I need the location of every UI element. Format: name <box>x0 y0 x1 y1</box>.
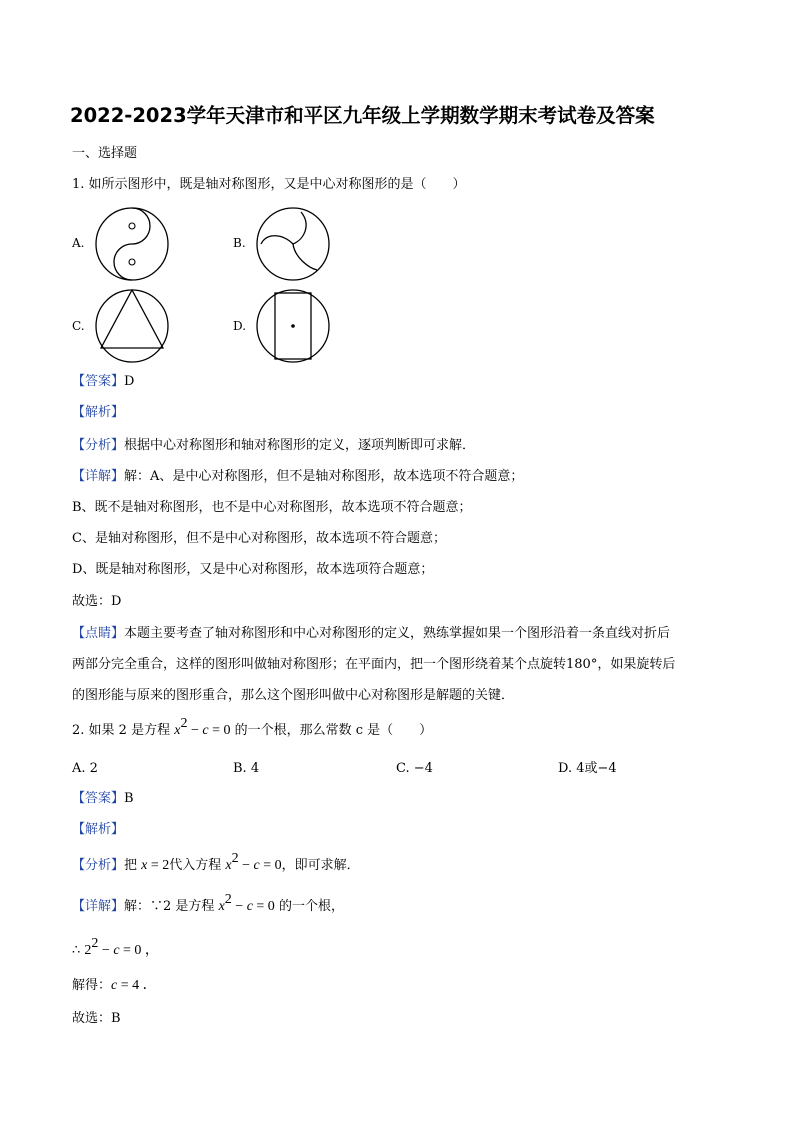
q1-detail-line <box>72 468 523 486</box>
question-2-stem: 2. 如果 2 是方程 $x^2 - c = 0$ 的一个根，那么常数 c 是（ ） <box>72 715 433 738</box>
analysis-prefix: 把 <box>124 858 142 873</box>
yin-yang-figure <box>92 204 172 284</box>
q1-answer-line <box>72 373 134 391</box>
therefore-symbol: ∴ <box>72 943 85 958</box>
comment-tag: 【点睛】 <box>72 626 125 641</box>
option-b-label: B. <box>233 236 246 250</box>
detail-text: 解：A、是中心对称图形，但不是轴对称图形，故本选项不符合题意； <box>124 469 524 484</box>
q1-comment-line-3: 的图形能与原来的图形重合，那么这个图形叫做中心对称图形是解题的关键． <box>72 688 515 703</box>
q1-analysis-line <box>72 437 475 455</box>
answer-tag: 【答案】 <box>72 374 125 389</box>
q1-choice: 故选：D <box>72 594 122 609</box>
triskelion-figure <box>253 204 333 284</box>
q2-analysis-heading: 【解析】 <box>72 822 125 837</box>
q2-option-b: B. 4 <box>233 761 260 776</box>
q1-detail-b: B、既不是轴对称图形，也不是中心对称图形，故本选项不符合题意； <box>72 500 472 515</box>
analysis-mid: 代入方程 <box>169 858 226 873</box>
option-a-label: A. <box>72 236 85 250</box>
q2-therefore-line: ∴ $2^2 - c = 0$ ， <box>72 935 159 958</box>
section-heading: 一、选择题 <box>72 146 138 161</box>
comment-text-1: 本题主要考查了轴对称图形和中心对称图形的定义，熟练掌握如果一个图形沿着一条直线对折后 <box>124 626 671 641</box>
q1-detail-c: C、是轴对称图形，但不是中心对称图形，故本选项不符合题意； <box>72 531 446 546</box>
rectangle-in-circle-figure <box>253 286 333 366</box>
q2-analysis-line: 【分析】把 x = 2代入方程 $x^2 - c = 0$，即可求解． <box>72 850 360 873</box>
q1-analysis-heading: 【解析】 <box>72 405 125 420</box>
document-title: 2022-2023学年天津市和平区九年级上学期数学期末考试卷及答案 <box>70 104 655 127</box>
detail-tag: 【详解】 <box>72 469 125 484</box>
q1-detail-d: D、既是轴对称图形，又是中心对称图形，故本选项符合题意； <box>72 562 434 577</box>
q2-option-c: C. −4 <box>396 761 433 776</box>
analysis-tag: 【分析】 <box>72 858 125 873</box>
answer-value: D <box>124 374 135 389</box>
detail-suffix: 的一个根， <box>274 899 344 914</box>
answer-value: B <box>124 791 134 806</box>
q2-detail-line: 【详解】解：∵2 是方程 $x^2 - c = 0$ 的一个根， <box>72 891 344 914</box>
q2-answer-line <box>72 790 134 808</box>
q1-comment-line-2: 两部分完全重合，这样的图形叫做轴对称图形；在平面内，把一个图形绕着某个点旋转180°，如果旋转后 <box>72 657 676 672</box>
question-1-stem: 1. 如所示图形中，既是轴对称图形，又是中心对称图形的是（ ） <box>72 177 466 192</box>
q2-solve-line: 解得：c = 4 ． <box>72 978 157 993</box>
option-c-label: C. <box>72 319 85 333</box>
triangle-in-circle-figure <box>92 286 172 366</box>
detail-tag: 【详解】 <box>72 899 125 914</box>
detail-prefix: 解：∵2 是方程 <box>124 899 219 914</box>
q2-choice: 故选：B <box>72 1011 121 1026</box>
q2-stem-prefix: 2. 如果 2 是方程 <box>72 723 175 738</box>
analysis-suffix: ，即可求解． <box>281 858 360 873</box>
analysis-text: 根据中心对称图形和轴对称图形的定义，逐项判断即可求解． <box>124 438 476 453</box>
option-d-label: D. <box>233 319 247 333</box>
answer-tag: 【答案】 <box>72 791 125 806</box>
q2-stem-suffix: 的一个根，那么常数 c 是（ ） <box>230 723 433 738</box>
q2-option-d: D. 4或−4 <box>558 761 617 776</box>
analysis-tag: 【分析】 <box>72 438 125 453</box>
q2-option-a: A. 2 <box>72 761 98 776</box>
q1-comment-line-1 <box>72 625 670 643</box>
solve-prefix: 解得： <box>72 978 112 993</box>
